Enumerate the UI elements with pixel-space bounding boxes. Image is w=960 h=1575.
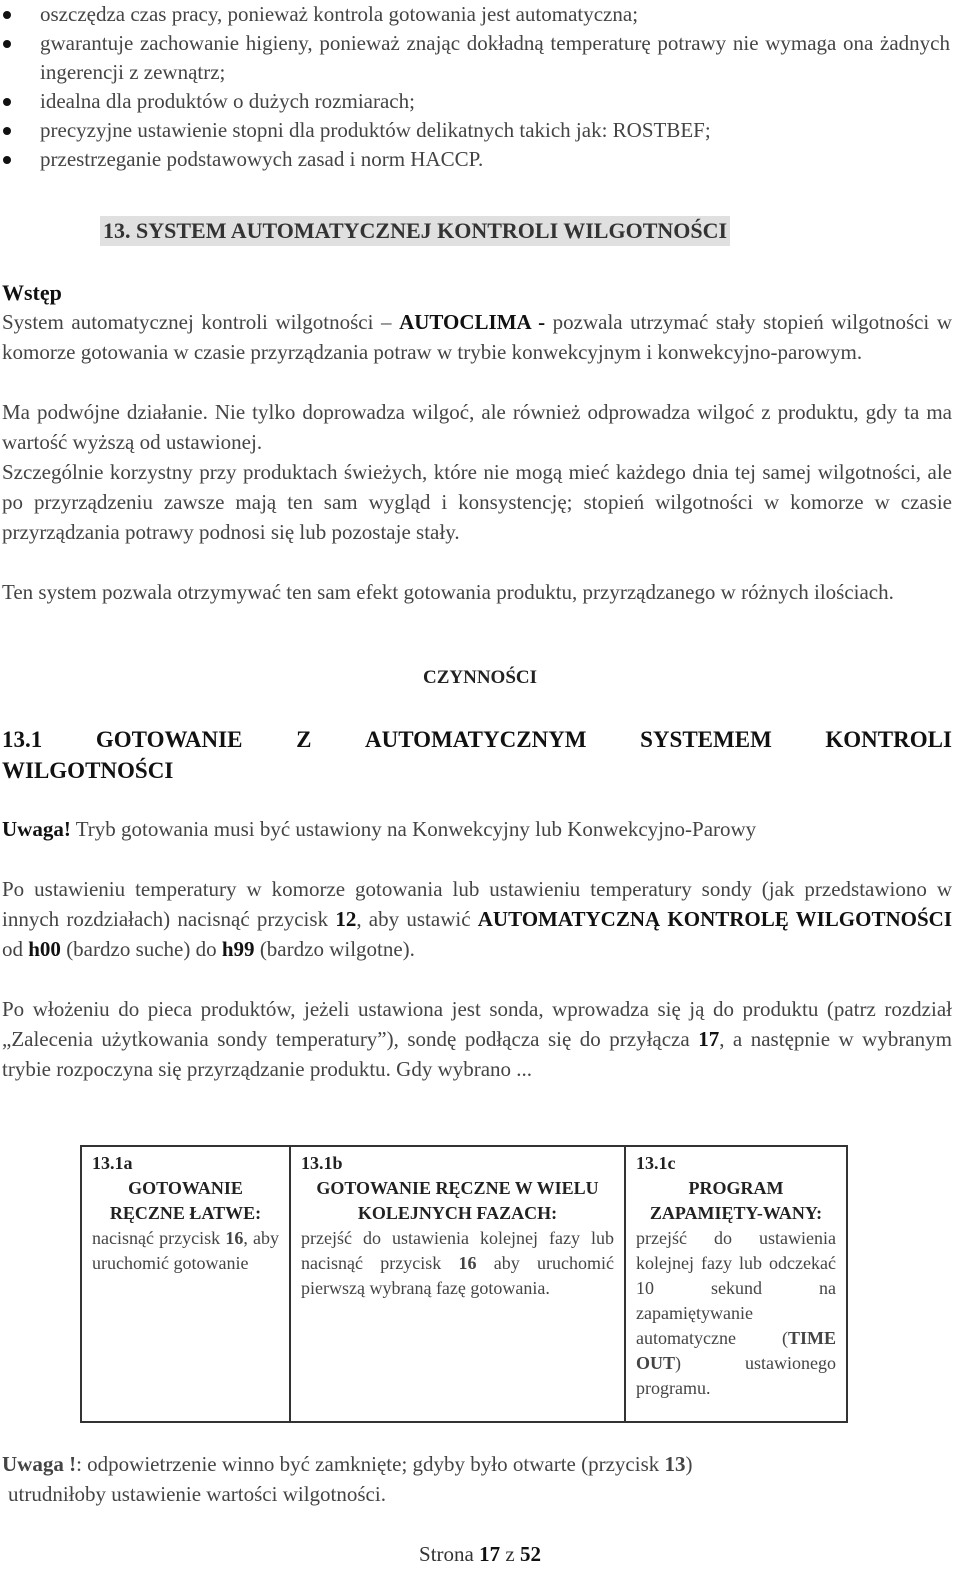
bullet-icon (3, 156, 11, 164)
intro-paragraph-1: System automatycznej kontroli wilgotności – AUTOCLIMA - pozwala utrzymać stały stopień wilgotności w komorze gotowania w czasie przyrządzania potraw w trybie konwekcyjnym i konwekcyjno-parowym. (2, 310, 952, 364)
bullet-icon (3, 40, 11, 48)
actions-heading: CZYNNOŚCI (422, 667, 538, 688)
options-table (80, 1145, 848, 1423)
option-cell-13-1c: 13.1c PROGRAM ZAPAMIĘTY-WANY: przejść do ustawienia kolejnej fazy lub odczekać 10 sekund na zapamiętywanie automatyczne (TIME OUT) ustawionego programu. (625, 1146, 847, 1422)
intro-paragraph-2: Ma podwójne działanie. Nie tylko doprowadza wilgoć, ale również odprowadza wilgoć z produktu, gdy ta ma wartość wyższą od ustawionej. (2, 400, 952, 454)
page-footer: Strona 17 z 52 (419, 1542, 541, 1566)
list-item: gwarantuje zachowanie higieny, ponieważ znając dokładną temperaturę potrawy nie wymaga ona żadnych ingerencji z zewnątrz; (0, 29, 960, 87)
subsection-heading: 13.1 GOTOWANIE Z AUTOMATYCZNYM SYSTEMEM KONTROLI WILGOTNOŚCI (2, 727, 952, 783)
procedure-paragraph-2: Po włożeniu do pieca produktów, jeżeli ustawiona jest sonda, wprowadza się ją do produktu (patrz rozdział „Zalecenia użytkowania sondy temperatury”), sondę podłącza się do przyłącza 17, a następnie w wybranym trybie rozpoczyna się przyrządzanie produktu. Gdy wybrano ... (2, 997, 952, 1081)
bullet-icon (3, 98, 11, 106)
list-item: przestrzeganie podstawowych zasad i norm HACCP. (0, 145, 960, 174)
bullet-icon (3, 11, 11, 19)
option-cell-13-1b: 13.1b GOTOWANIE RĘCZNE W WIELU KOLEJNYCH FAZACH: przejść do ustawienia kolejnej fazy lub nacisnąć przycisk 16 aby uruchomić pierwszą wybraną fazę gotowania. (290, 1146, 625, 1422)
intro-paragraph-3: Szczególnie korzystny przy produktach świeżych, które nie mogą mieć każdego dnia tej samej wilgotności, ale po przyrządzeniu zawsze mają ten sam wygląd i konsystencję; stopień wilgotności w komorze w czasie przyrządzania potrawy podnosi się lub pozostaje stały. (2, 460, 952, 544)
intro-heading: Wstęp (2, 280, 62, 305)
section-title: 13. SYSTEM AUTOMATYCZNEJ KONTROLI WILGOTNOŚCI (100, 216, 730, 246)
list-item: precyzyjne ustawienie stopni dla produktów delikatnych takich jak: ROSTBEF; (0, 116, 960, 145)
list-item: oszczędza czas pracy, ponieważ kontrola gotowania jest automatyczna; (0, 0, 960, 29)
bullet-icon (3, 127, 11, 135)
procedure-paragraph-1: Po ustawieniu temperatury w komorze gotowania lub ustawieniu temperatury sondy (jak przedstawiono w innych rozdziałach) nacisnąć przycisk 12, aby ustawić AUTOMATYCZNĄ KONTROLĘ WILGOTNOŚCI od h00 (bardzo suche) do h99 (bardzo wilgotne). (2, 877, 952, 961)
warning-note-1: Uwaga! Tryb gotowania musi być ustawiony na Konwekcyjny lub Konwekcyjno-Parowy (2, 817, 757, 841)
warning-note-2: Uwaga !: odpowietrzenie winno być zamknięte; gdyby było otwarte (przycisk 13) utrudniłoby ustawienie wartości wilgotności. (2, 1452, 693, 1506)
intro-paragraph-4: Ten system pozwala otrzymywać ten sam efekt gotowania produktu, przyrządzanego w różnych ilościach. (2, 580, 894, 604)
feature-list (0, 0, 960, 174)
list-item: idealna dla produktów o dużych rozmiarach; (0, 87, 960, 116)
option-cell-13-1a: 13.1a GOTOWANIE RĘCZNE ŁATWE: nacisnąć przycisk 16, aby uruchomić gotowanie (81, 1146, 290, 1422)
